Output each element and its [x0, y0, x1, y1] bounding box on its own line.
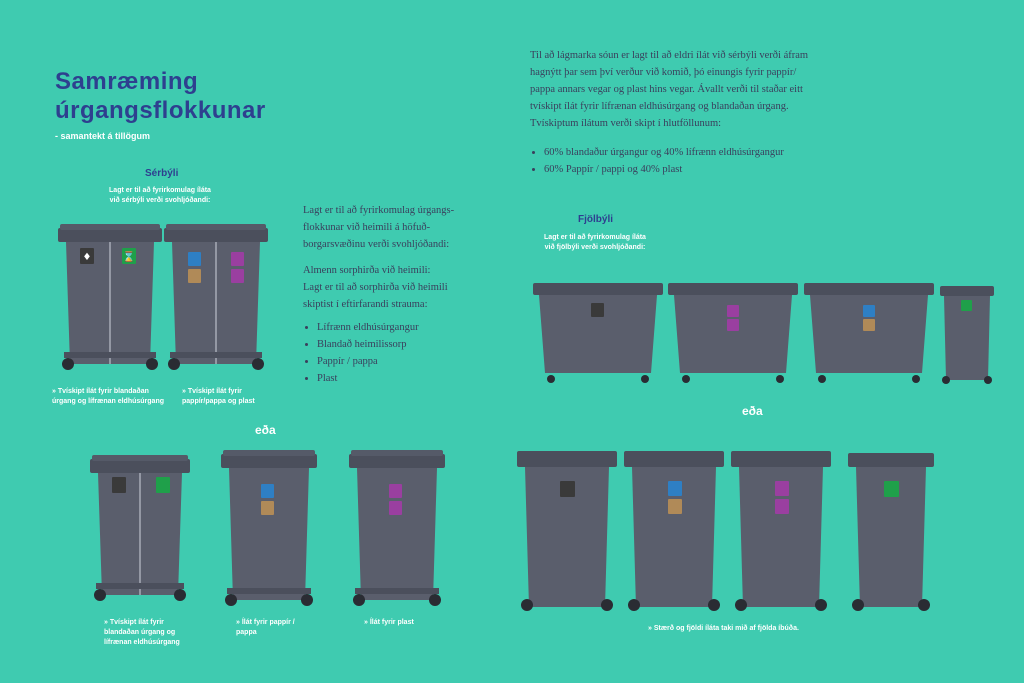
- caption-fjolbyli: » Stærð og fjöldi íláta taki mið af fjölda íbúða.: [648, 625, 799, 632]
- or-label-fjolbyli: eða: [742, 404, 763, 418]
- mixed-waste-icon: [112, 477, 126, 493]
- plastic-bottle-icon: [231, 252, 244, 266]
- caption-alt-plastic: » Ílát fyrir plast: [364, 619, 414, 626]
- paper-icon: [188, 252, 201, 266]
- caption-alt-paper-line-1: » Ílát fyrir pappír /: [236, 619, 295, 626]
- middle-bullet-list: [303, 319, 503, 387]
- paper-icon: [261, 484, 274, 498]
- middle-line-2: flokkunar við heimili á höfuð-: [303, 222, 431, 233]
- serbyli-intro-line-2: við sérbýli verði svohljóðandi:: [109, 197, 211, 204]
- plastic-container-icon: [775, 499, 789, 514]
- organic-waste-icon: [961, 300, 972, 311]
- twin-bin-mixed-organic: [58, 224, 162, 384]
- list-item: • 60% blandaður úrgangur og 40% lífrænn eldhúsúrgangur: [544, 144, 830, 161]
- serbyli-intro: [100, 186, 220, 206]
- plastic-container-icon: [389, 501, 402, 515]
- container-plastic: [668, 281, 798, 386]
- caption-twin-mixed: [52, 387, 164, 407]
- container-paper: [804, 281, 934, 386]
- plastic-container-icon: [727, 319, 739, 331]
- list-item: • Lífrænn eldhúsúrgangur: [317, 319, 503, 336]
- right-line-5: Tvískiptum ílátum verði skipt í hlutföllunum:: [530, 118, 722, 129]
- cardboard-icon: [188, 269, 201, 283]
- middle-line-4: Almenn sorphirða við heimili:: [303, 265, 431, 276]
- plastic-bottle-icon: [389, 484, 402, 498]
- right-line-1: Til að lágmarka sóun er lagt til að eldri ílát við sérbýli verði áfram: [530, 50, 809, 61]
- svg-text:♦: ♦: [82, 252, 92, 263]
- paper-icon: [668, 481, 682, 496]
- alt-paper-bin: [221, 450, 317, 610]
- organic-waste-icon: [156, 477, 170, 493]
- page-title: [55, 67, 266, 125]
- caption-alt-twin-line-3: lífrænan eldhúsúrgang: [104, 639, 180, 646]
- list-item: • Pappír / pappa: [317, 353, 503, 370]
- large-bin-mixed: [517, 447, 617, 617]
- plastic-bottle-icon: [727, 305, 739, 317]
- alt-plastic-bin: [349, 450, 445, 610]
- mixed-waste-icon: [591, 303, 604, 317]
- caption-alt-twin-line-2: blandaðan úrgang og: [104, 629, 176, 636]
- list-item: • Blandað heimilissorp: [317, 336, 503, 353]
- large-bin-paper: [624, 447, 724, 617]
- right-line-3: pappa annars vegar og plast hins vegar. Ávallt verði til staðar eitt: [530, 84, 803, 95]
- cardboard-icon: [668, 499, 682, 514]
- cardboard-icon: [261, 501, 274, 515]
- page-subtitle: - samantekt á tillögum: [55, 131, 151, 141]
- right-line-4: tvískipt ílát fyrir lífrænan eldhúsúrgang og blandaðan úrgang.: [530, 101, 789, 112]
- organic-waste-icon: [884, 481, 899, 497]
- middle-line-5: Lagt er til að sorphirða við heimili: [303, 282, 448, 293]
- serbyli-intro-line-1: Lagt er til að fyrirkomulag íláta: [109, 187, 211, 194]
- fjolbyli-heading: Fjölbýli: [578, 214, 613, 225]
- middle-text-block: [303, 202, 503, 387]
- right-line-2: hagnýtt þar sem því verður við komið, þó einungis fyrir pappír/: [530, 67, 797, 78]
- alt-twin-bin: [90, 455, 190, 610]
- caption-twin-mixed-line-2: úrgang og lífrænan eldhúsúrgang: [52, 398, 164, 405]
- right-text-block: [530, 47, 830, 178]
- container-mixed: [533, 281, 663, 386]
- list-item: • 60% Pappír / pappi og 40% plast: [544, 161, 830, 178]
- caption-twin-paper-line-2: pappír/pappa og plast: [182, 398, 255, 405]
- serbyli-heading: Sérbýli: [145, 168, 179, 179]
- large-bin-plastic: [731, 447, 831, 617]
- fjolbyli-intro-line-1: Lagt er til að fyrirkomulag íláta: [544, 234, 646, 241]
- plastic-container-icon: [231, 269, 244, 283]
- caption-twin-paper-line-1: » Tvískipt ílát fyrir: [182, 388, 242, 395]
- list-item: • Plast: [317, 370, 503, 387]
- caption-alt-twin: [104, 618, 180, 648]
- title-line-1: Samræming: [55, 68, 199, 95]
- bin-organic: [848, 449, 934, 617]
- caption-alt-twin-line-1: » Tvískipt ílát fyrir: [104, 619, 164, 626]
- small-bin-organic: [940, 284, 994, 386]
- fjolbyli-intro-line-2: við fjölbýli verði svohljóðandi:: [544, 244, 646, 251]
- fjolbyli-intro: [535, 233, 655, 253]
- caption-twin-mixed-line-1: » Tvískipt ílát fyrir blandaðan: [52, 388, 149, 395]
- middle-line-6: skiptist í eftirfarandi strauma:: [303, 299, 428, 310]
- middle-line-1: Lagt er til að fyrirkomulag úrgangs-: [303, 205, 455, 216]
- caption-alt-paper-line-2: pappa: [236, 629, 257, 636]
- cardboard-icon: [863, 319, 875, 331]
- title-line-2: úrgangsflokkunar: [55, 97, 266, 124]
- paper-icon: [863, 305, 875, 317]
- twin-bin-paper-plastic: [164, 224, 268, 384]
- right-bullet-list: [530, 144, 830, 178]
- caption-twin-paper: [182, 387, 255, 407]
- caption-alt-paper: [236, 618, 295, 638]
- mixed-waste-icon: [560, 481, 575, 497]
- or-label-serbyli: eða: [255, 423, 276, 437]
- middle-line-3: borgarsvæðinu verði svohljóðandi:: [303, 239, 450, 250]
- svg-text:⌛: ⌛: [122, 252, 136, 263]
- plastic-bottle-icon: [775, 481, 789, 496]
